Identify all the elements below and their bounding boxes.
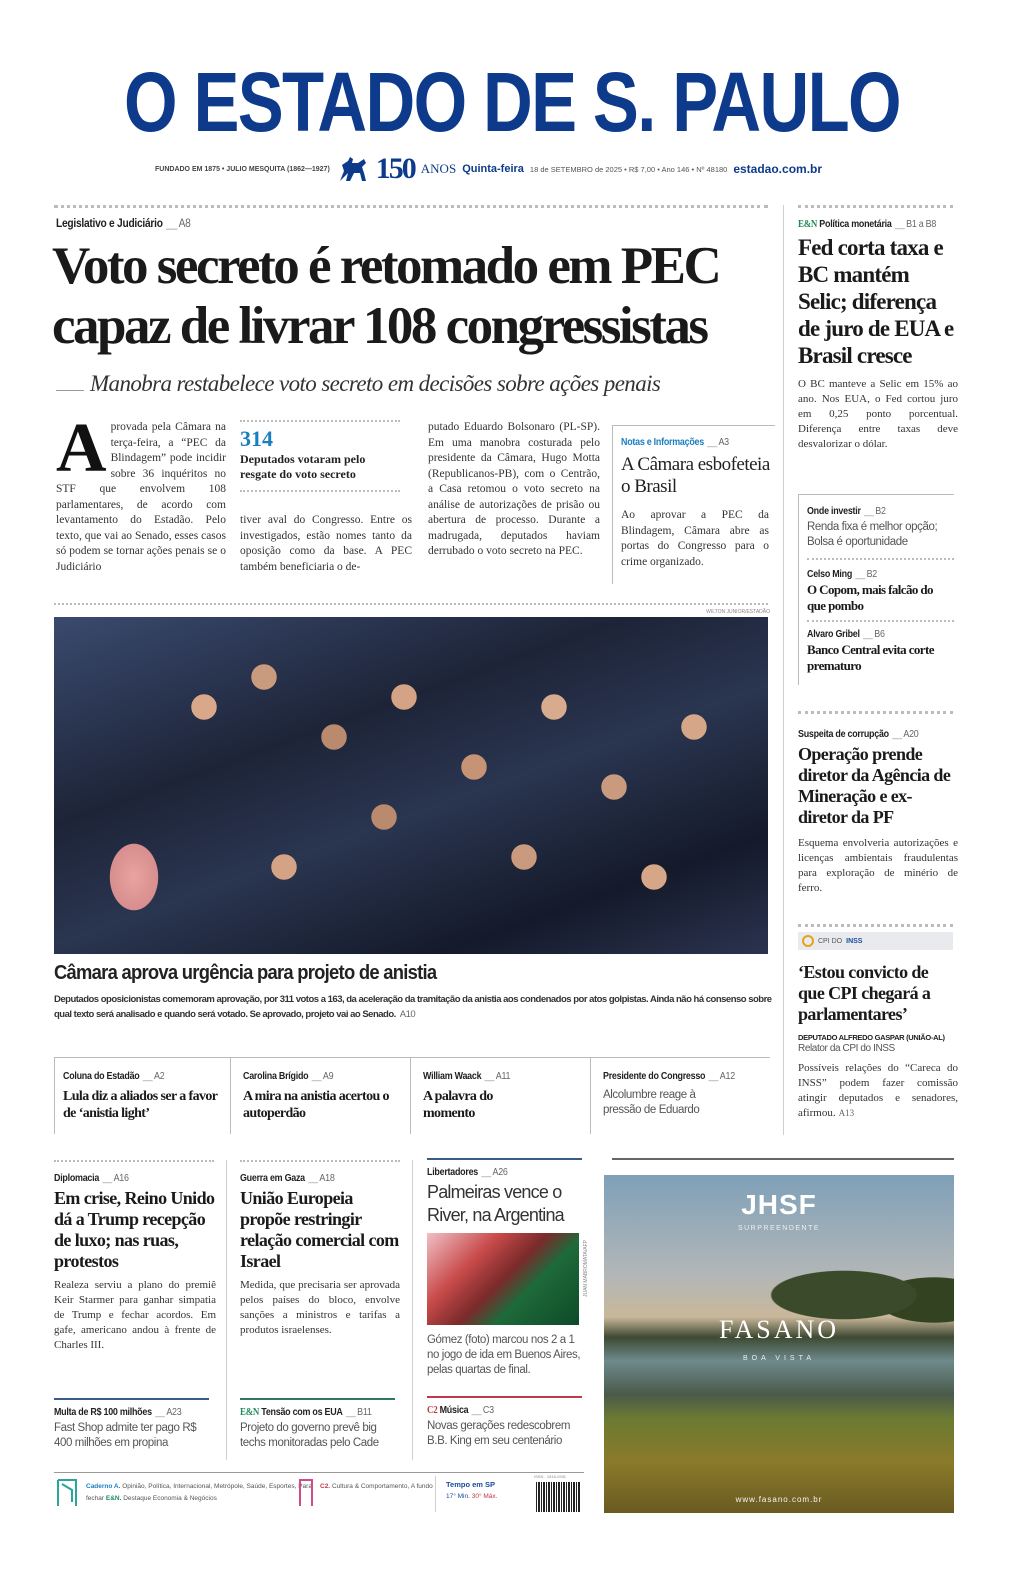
caderno-a-text <box>86 1481 326 1505</box>
divider <box>798 711 953 714</box>
page-ref: __ B6 <box>863 628 885 640</box>
fed-headline: Fed corta taxa e BC mantém Selic; diferença de juro de EUA e Brasil cresce <box>798 235 954 368</box>
kicker-text: Libertadores <box>427 1166 478 1178</box>
page-ref: __ B1 a B8 <box>895 218 936 230</box>
diplomacia-kicker <box>54 1172 192 1184</box>
page-ref: A10 <box>399 1009 416 1020</box>
column-text: A palavra do momento <box>423 1089 493 1121</box>
page-ref: __ A12 <box>709 1070 735 1082</box>
operacao-text: Esquema envolveria autorizações e licenças ambientais fraudulentas para exploração de minério de ferro. <box>798 837 958 894</box>
en-label: E&N. <box>105 1495 122 1502</box>
cpi-headline: ‘Estou convicto de que CPI chegará a parlamentares’ <box>798 962 931 1024</box>
divider <box>240 1160 400 1162</box>
divider <box>54 603 768 605</box>
anniversary-number: 150 <box>375 152 415 185</box>
magnifier-icon <box>802 935 814 947</box>
cpi-text <box>798 1061 958 1121</box>
section-tag: E&N <box>798 219 818 230</box>
photo-credit: WILTON JUNIOR/ESTADÃO <box>706 609 770 615</box>
libertadores-kicker <box>427 1166 563 1178</box>
ad-brand: JHSF <box>741 1189 817 1220</box>
multa-text: Fast Shop admite ter pago R$ 400 milhões em propina <box>54 1422 197 1449</box>
page-ref: __ C3 <box>472 1404 494 1416</box>
musica-kicker <box>427 1404 563 1416</box>
subhead-text: Manobra restabelece voto secreto em decisões sobre ações penais <box>90 371 661 396</box>
lead-kicker <box>56 216 191 230</box>
c2-label: C2. <box>320 1483 331 1490</box>
rule-red <box>427 1396 582 1398</box>
kicker-text: Onde investir <box>807 505 861 517</box>
section-tag: C2 <box>427 1405 438 1416</box>
weather-max: 30° Máx. <box>471 1493 498 1500</box>
page-ref: __ B2 <box>864 505 886 517</box>
column-rule <box>435 1476 436 1512</box>
musica-text: Novas gerações redescobrem B.B. King em seu centenário <box>427 1420 571 1447</box>
horse-rider-icon <box>336 155 370 183</box>
headline-line: capaz de livrar 108 congressistas <box>52 297 707 355</box>
page-ref: __ A9 <box>312 1070 334 1082</box>
divider <box>240 420 400 422</box>
c2-text <box>320 1481 440 1493</box>
column-text: provada pela Câmara na terça-feira, a “PEC da Blindagem” pode incidir sobre 36 inquéritos no STF que envolvem 108 parlamentares, de acordo com levantamento do Estadão. Pelo texto, que vai ao Senado, esses casos só podem se tornar ações penais se o Judiciário <box>56 421 226 573</box>
c2-desc: Cultura & Comportamento, A fundo <box>331 1483 433 1490</box>
ad-name: FASANO <box>718 1315 840 1344</box>
page-ref: __ A26 <box>481 1166 507 1178</box>
ad-rule <box>612 1158 954 1160</box>
divider <box>54 205 768 208</box>
column-item[interactable] <box>590 1058 770 1134</box>
notas-headline: A Câmara esbofeteia o Brasil <box>621 454 770 497</box>
section-tag: E&N <box>240 1407 260 1418</box>
dropcap: A <box>56 410 107 487</box>
kicker-text: Carolina Brígido <box>243 1070 309 1082</box>
kicker-text: Suspeita de corrupção <box>798 728 889 740</box>
stat-number: 314 <box>240 426 273 451</box>
weather-min: 17° Min. <box>446 1493 470 1500</box>
page-ref: __ B11 <box>346 1406 372 1418</box>
ad-subname: BOA VISTA <box>742 1355 816 1362</box>
divider <box>240 490 400 492</box>
page-ref: __ A3 <box>707 436 729 448</box>
caderno-a-icon <box>56 1478 78 1508</box>
anniversary-word: ANOS <box>420 161 457 176</box>
box-text: Banco Central evita corte prematuro <box>807 642 934 673</box>
text: Possíveis relações do “Careca do INSS” podem fazer comissão atingir deputados e senadores, afirmou. <box>798 1062 958 1119</box>
column-kicker <box>63 1070 205 1082</box>
tensao-kicker <box>240 1406 376 1418</box>
kicker-text: Coluna do Estadão <box>63 1070 140 1082</box>
musica-story[interactable] <box>427 1404 587 1449</box>
column-rule <box>412 1160 413 1460</box>
multa-kicker <box>54 1406 190 1418</box>
column-item[interactable] <box>410 1058 590 1134</box>
footer-rule <box>54 1472 584 1473</box>
diplomacia-text: Realeza serviu a plano do premiê Keir Starmer para ganhar simpatia de Trump e fechar acordos. Em gafe, americano andou à frente de Charles III. <box>54 1279 216 1351</box>
kicker-text: Música <box>439 1404 469 1416</box>
multa-story[interactable] <box>54 1406 214 1451</box>
cpi-byline: DEPUTADO ALFREDO GASPAR (UNIÃO-AL) <box>798 1033 945 1042</box>
masthead-title: O ESTADO DE S. PAULO <box>124 55 900 149</box>
diplomacia-story[interactable] <box>54 1172 216 1353</box>
weather-box <box>446 1480 526 1500</box>
kicker-text: Presidente do Congresso <box>603 1070 706 1082</box>
operacao-headline: Operação prende diretor da Agência de Mineração e ex-diretor da PF <box>798 744 951 827</box>
masthead-info <box>155 154 855 184</box>
stat-box <box>240 420 400 492</box>
rule-blue <box>54 1398 209 1400</box>
issn: ISSN - 1516-2931 <box>534 1474 567 1479</box>
cpi-role: Relator da CPI do INSS <box>798 1043 895 1054</box>
page-ref: __ A8 <box>166 216 191 230</box>
kicker-text: William Waack <box>423 1070 482 1082</box>
kicker-text: Celso Ming <box>807 568 853 580</box>
footer-c2[interactable] <box>298 1478 433 1512</box>
subhead-rule <box>56 390 84 391</box>
founded-text: FUNDADO EM 1875 • JULIO MESQUITA (1862—1927) <box>155 165 330 173</box>
divider <box>54 1160 214 1162</box>
kicker-text: Diplomacia <box>54 1172 100 1184</box>
gaza-kicker <box>240 1172 376 1184</box>
stat-text: Deputados votaram pelo resgate do voto secreto <box>240 452 366 481</box>
weather-title: Tempo em SP <box>446 1480 496 1489</box>
page-ref: __ A11 <box>485 1070 511 1082</box>
tag-main: INSS <box>846 937 863 945</box>
libertadores-headline: Palmeiras vence o River, na Argentina <box>427 1182 564 1225</box>
box-kicker <box>807 568 932 580</box>
page-ref: __ A20 <box>892 728 918 740</box>
box-text: O Copom, mais falcão do que pombo <box>807 582 933 613</box>
libertadores-text: Gómez (foto) marcou nos 2 a 1 no jogo de ida em Buenos Aires, pelas quartas de final. <box>427 1334 581 1376</box>
photo-caption-title: Câmara aprova urgência para projeto de anistia <box>54 962 437 984</box>
edition-info: 18 de SETEMBRO de 2025 • R$ 7,00 • Ano 146 • Nº 48180 <box>529 164 728 174</box>
fed-story[interactable] <box>798 218 958 452</box>
headline-line: Voto secreto é retomado em PEC <box>52 237 720 295</box>
column-item[interactable] <box>54 1058 230 1134</box>
caption-text: Deputados oposicionistas comemoram aprovação, por 311 votos a 163, da aceleração da tramitação da anistia aos condenados por atos golpistas. Ainda não há consenso sobre qual texto será analisado e quando será votado. Se aprovado, projeto vai ao Senado. <box>54 994 772 1020</box>
gaza-story[interactable] <box>240 1172 400 1338</box>
en-text: Destaque Economia & Negócios <box>123 1495 217 1502</box>
lead-subhead <box>56 371 771 397</box>
main-photo[interactable] <box>54 617 768 954</box>
fed-text: O BC manteve a Selic em 15% ao ano. Nos EUA, o Fed cortou juro em 0,25 ponto porcentual. Diferença entre taxas deve desvalorizar o dólar. <box>798 378 958 450</box>
lead-column-1 <box>56 410 226 575</box>
tensao-text: Projeto do governo prevê big techs monitoradas pelo Cade <box>240 1422 379 1449</box>
column-rule <box>226 1160 227 1460</box>
libertadores-photo[interactable] <box>427 1233 579 1325</box>
operacao-story[interactable] <box>798 728 958 896</box>
notas-kicker <box>621 436 752 448</box>
tensao-story[interactable] <box>240 1406 400 1451</box>
ad-url[interactable]: www.fasano.com.br <box>735 1495 823 1504</box>
lead-headline[interactable] <box>52 236 782 356</box>
rule-blue <box>427 1158 582 1160</box>
column-kicker <box>603 1070 745 1082</box>
notas-text: Ao aprovar a PEC da Blindagem, Câmara abre as portas do Congresso para o crime organizado. <box>621 509 769 568</box>
box-item[interactable] <box>799 495 954 550</box>
columns-row <box>54 1057 770 1134</box>
gaza-headline: União Europeia propõe restringir relação comercial com Israel <box>240 1188 399 1271</box>
cpi-tag <box>798 932 953 950</box>
photo-caption-text <box>54 992 779 1022</box>
kicker-text: Multa de R$ 100 milhões <box>54 1406 152 1418</box>
caderno-label: Caderno A. <box>86 1483 121 1490</box>
ad-tagline: SURPREENDENTE <box>737 1225 821 1232</box>
lead-column-2: tiver aval do Congresso. Entre os investigados, estão nomes tanto da oposição como da base. A PEC também beneficiaria o de- <box>240 514 412 573</box>
box-kicker <box>807 628 932 640</box>
page-ref: __ B2 <box>855 568 877 580</box>
tag-prefix: CPI DO <box>818 937 843 945</box>
fasano-ad[interactable] <box>604 1175 954 1513</box>
box-text: Renda fixa é melhor opção; Bolsa é oportunidade <box>807 521 938 548</box>
c2-icon <box>298 1478 314 1508</box>
photo-credit: JUAN MABROMATA/AFP <box>583 1240 589 1298</box>
rule-green <box>240 1398 395 1400</box>
kicker-text: Guerra em Gaza <box>240 1172 305 1184</box>
cpi-story[interactable] <box>798 962 958 1121</box>
gaza-text: Medida, que precisaria ser aprovada pelos países do bloco, envolve sanções a ministros e tarifas a produtos israelenses. <box>240 1279 400 1336</box>
page-ref: __ A2 <box>143 1070 165 1082</box>
kicker-text: Alvaro Gribel <box>807 628 860 640</box>
footer-caderno-a[interactable] <box>56 1478 312 1512</box>
box-item[interactable] <box>799 560 954 614</box>
barcode <box>536 1482 580 1512</box>
kicker-text: Notas e Informações <box>621 436 704 448</box>
column-kicker <box>243 1070 385 1082</box>
column-text: Lula diz a aliados ser a favor de ‘anistia light’ <box>63 1089 218 1121</box>
fed-kicker <box>798 218 937 230</box>
box-kicker <box>807 505 932 517</box>
column-item[interactable] <box>230 1058 410 1134</box>
page-ref: __ A18 <box>308 1172 334 1184</box>
diplomacia-headline: Em crise, Reino Unido dá a Trump recepção de luxo; nas ruas, protestos <box>54 1188 215 1271</box>
page-ref: A13 <box>838 1108 855 1118</box>
investir-box <box>798 494 954 685</box>
page-ref: __ A23 <box>155 1406 181 1418</box>
libertadores-story[interactable] <box>427 1166 587 1378</box>
site-link[interactable]: estadao.com.br <box>733 162 823 176</box>
notas-box[interactable] <box>612 425 775 584</box>
column-text: Alcolumbre reage à pressão de Eduardo <box>603 1089 700 1116</box>
divider <box>798 205 953 208</box>
box-item[interactable] <box>799 622 954 674</box>
kicker-text: Legislativo e Judiciário <box>56 216 163 230</box>
column-kicker <box>423 1070 565 1082</box>
kicker-text: Tensão com os EUA <box>261 1406 343 1418</box>
caderno-text: Opinião, Política, Internacional, Metrópole, Saúde, Esportes, Para fechar <box>86 1483 312 1502</box>
lead-column-3: putado Eduardo Bolsonaro (PL-SP). Em uma manobra costurada pelo presidente da Câmara, Hugo Motta (Republicanos-PB), com o Centrão, a Casa retomou o voto secreto na análise de autorizações de prisão ou abertura de processo. Durante a madrugada, deputados haviam derrubado o voto secreto na PEC. <box>428 421 600 557</box>
divider <box>798 924 953 927</box>
page-ref: __ A16 <box>102 1172 128 1184</box>
operacao-kicker <box>798 728 934 740</box>
column-text: A mira na anistia acertou o autoperdão <box>243 1089 389 1121</box>
weekday: Quinta-feira <box>462 163 524 175</box>
kicker-text: Política monetária <box>819 218 892 230</box>
column-rule <box>783 205 784 1135</box>
